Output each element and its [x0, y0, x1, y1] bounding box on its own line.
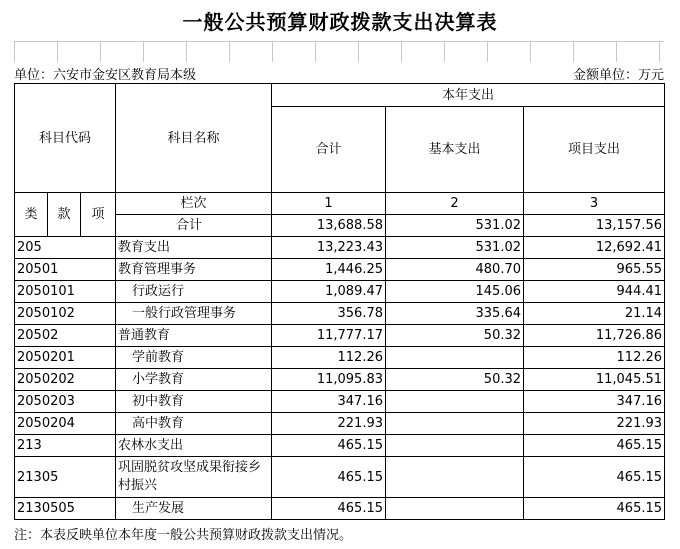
unit-row	[14, 64, 664, 82]
total-basic: 531.02	[386, 215, 524, 237]
row-basic: 50.32	[386, 325, 524, 347]
row-total: 465.15	[272, 498, 386, 520]
row-total: 356.78	[272, 303, 386, 325]
header-total: 合计	[272, 107, 386, 193]
row-total: 465.15	[272, 457, 386, 498]
table-row	[15, 498, 665, 520]
total-total: 13,688.58	[272, 215, 386, 237]
row-code: 20501	[15, 259, 116, 281]
table-row	[15, 259, 665, 281]
header-basic: 基本支出	[386, 107, 524, 193]
table-row	[15, 435, 665, 457]
row-code: 2050101	[15, 281, 116, 303]
row-basic	[386, 347, 524, 369]
row-code: 20502	[15, 325, 116, 347]
header-col3: 3	[524, 193, 665, 215]
spreadsheet-grid	[14, 41, 664, 62]
row-basic: 335.64	[386, 303, 524, 325]
row-project: 465.15	[524, 457, 665, 498]
row-basic	[386, 498, 524, 520]
expenditure-table	[14, 83, 665, 520]
row-code: 2050203	[15, 391, 116, 413]
header-xiang: 项	[81, 193, 116, 237]
row-code: 21305	[15, 457, 116, 498]
row-project: 12,692.41	[524, 237, 665, 259]
row-name: 学前教育	[116, 347, 272, 369]
header-name: 科目名称	[116, 84, 272, 193]
row-code: 205	[15, 237, 116, 259]
row-project: 465.15	[524, 435, 665, 457]
row-basic	[386, 435, 524, 457]
row-total: 465.15	[272, 435, 386, 457]
footnote: 注：本表反映单位本年度一般公共预算财政拨款支出情况。	[14, 528, 353, 543]
row-name: 巩固脱贫攻坚成果衔接乡村振兴	[116, 457, 272, 498]
row-total: 221.93	[272, 413, 386, 435]
row-project: 11,045.51	[524, 369, 665, 391]
row-name: 行政运行	[116, 281, 272, 303]
row-project: 21.14	[524, 303, 665, 325]
row-basic: 50.32	[386, 369, 524, 391]
total-project: 13,157.56	[524, 215, 665, 237]
row-project: 965.55	[524, 259, 665, 281]
table-row	[15, 237, 665, 259]
header-lei: 类	[15, 193, 48, 237]
row-total: 11,777.17	[272, 325, 386, 347]
header-current-year: 本年支出	[272, 84, 665, 107]
row-code: 2050201	[15, 347, 116, 369]
row-total: 347.16	[272, 391, 386, 413]
row-code: 2050204	[15, 413, 116, 435]
page-title: 一般公共预算财政拨款支出决算表	[182, 10, 498, 34]
row-basic: 145.06	[386, 281, 524, 303]
header-row-no: 栏次	[116, 193, 272, 215]
header-project: 项目支出	[524, 107, 665, 193]
row-name: 教育支出	[116, 237, 272, 259]
header-kuan: 款	[48, 193, 81, 237]
table-row	[15, 391, 665, 413]
table-row	[15, 325, 665, 347]
row-code: 2050202	[15, 369, 116, 391]
row-total: 13,223.43	[272, 237, 386, 259]
row-total: 1,089.47	[272, 281, 386, 303]
row-name: 高中教育	[116, 413, 272, 435]
row-project: 944.41	[524, 281, 665, 303]
header-code: 科目代码	[15, 84, 116, 193]
row-code: 2130505	[15, 498, 116, 520]
row-project: 347.16	[524, 391, 665, 413]
table-row	[15, 413, 665, 435]
table-row	[15, 369, 665, 391]
row-total: 11,095.83	[272, 369, 386, 391]
row-project: 11,726.86	[524, 325, 665, 347]
row-basic	[386, 457, 524, 498]
row-basic	[386, 391, 524, 413]
unit-label: 单位：六安市金安区教育局本级	[14, 68, 197, 83]
row-basic: 480.70	[386, 259, 524, 281]
row-basic	[386, 413, 524, 435]
row-name: 生产发展	[116, 498, 272, 520]
table-row	[15, 347, 665, 369]
table-row	[15, 457, 665, 498]
row-project: 112.26	[524, 347, 665, 369]
row-project: 465.15	[524, 498, 665, 520]
row-code: 213	[15, 435, 116, 457]
row-name: 农林水支出	[116, 435, 272, 457]
row-basic: 531.02	[386, 237, 524, 259]
total-label: 合计	[116, 215, 272, 237]
row-name: 普通教育	[116, 325, 272, 347]
row-name: 教育管理事务	[116, 259, 272, 281]
header-col2: 2	[386, 193, 524, 215]
row-name: 初中教育	[116, 391, 272, 413]
row-name: 一般行政管理事务	[116, 303, 272, 325]
row-total: 1,446.25	[272, 259, 386, 281]
currency-unit-label: 金额单位：万元	[572, 68, 664, 83]
row-code: 2050102	[15, 303, 116, 325]
row-name: 小学教育	[116, 369, 272, 391]
row-project: 221.93	[524, 413, 665, 435]
row-total: 112.26	[272, 347, 386, 369]
table-row	[15, 303, 665, 325]
header-col1: 1	[272, 193, 386, 215]
table-row	[15, 281, 665, 303]
